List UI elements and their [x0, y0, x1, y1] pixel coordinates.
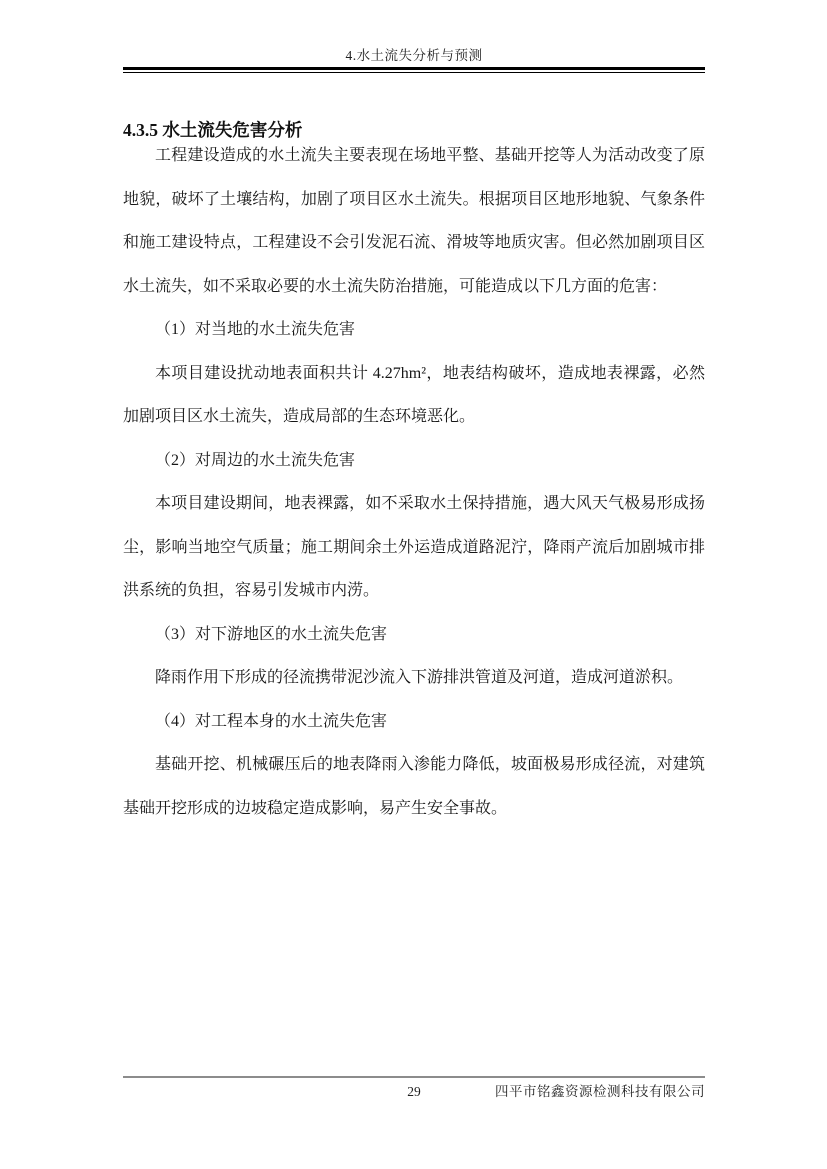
section-heading: 4.3.5 水土流失危害分析 [123, 119, 303, 140]
paragraph-item-4-body: 基础开挖、机械碾压后的地表降雨入渗能力降低，坡面极易形成径流，对建筑基础开挖形成的边坡稳定造成影响，易产生安全事故。 [123, 756, 705, 817]
page-number: 29 [407, 1084, 421, 1099]
document-body [123, 134, 705, 830]
paragraph-item-1-body: 本项目建设扰动地表面积共计 4.27hm²，地表结构破坏，造成地表裸露，必然加剧项目区水土流失，造成局部的生态环境恶化。 [123, 364, 705, 425]
footer-rule [123, 1076, 705, 1078]
paragraph-item-2-body: 本项目建设期间，地表裸露，如不采取水土保持措施，遇大风天气极易形成扬尘，影响当地空气质量；施工期间余土外运造成道路泥泞，降雨产流后加剧城市排洪系统的负担，容易引发城市内涝。 [123, 495, 705, 599]
paragraph-item-3-title: （3）对下游地区的水土流失危害 [155, 625, 388, 643]
page-header-title: 4.水土流失分析与预测 [345, 48, 483, 63]
paragraph-intro: 工程建设造成的水土流失主要表现在场地平整、基础开挖等人为活动改变了原地貌，破坏了土壤结构，加剧了项目区水土流失。根据项目区地形地貌、气象条件和施工建设特点，工程建设不会引发泥石流、滑坡等地质灾害。但必然加剧项目区水土流失，如不采取必要的水土流失防治措施，可能造成以下几方面的危害： [123, 147, 705, 295]
paragraph-item-1-title: （1）对当地的水土流失危害 [155, 321, 356, 338]
page-footer [123, 1082, 705, 1102]
paragraph-item-3-body: 降雨作用下形成的径流携带泥沙流入下游排洪管道及河道，造成河道淤积。 [155, 669, 684, 686]
header-double-rule [123, 67, 705, 73]
paragraph-item-2-title: （2）对周边的水土流失危害 [155, 451, 356, 469]
footer-company-name: 四平市铭鑫资源检测科技有限公司 [495, 1084, 705, 1099]
paragraph-item-4-title: （4）对工程本身的水土流失危害 [155, 712, 388, 730]
